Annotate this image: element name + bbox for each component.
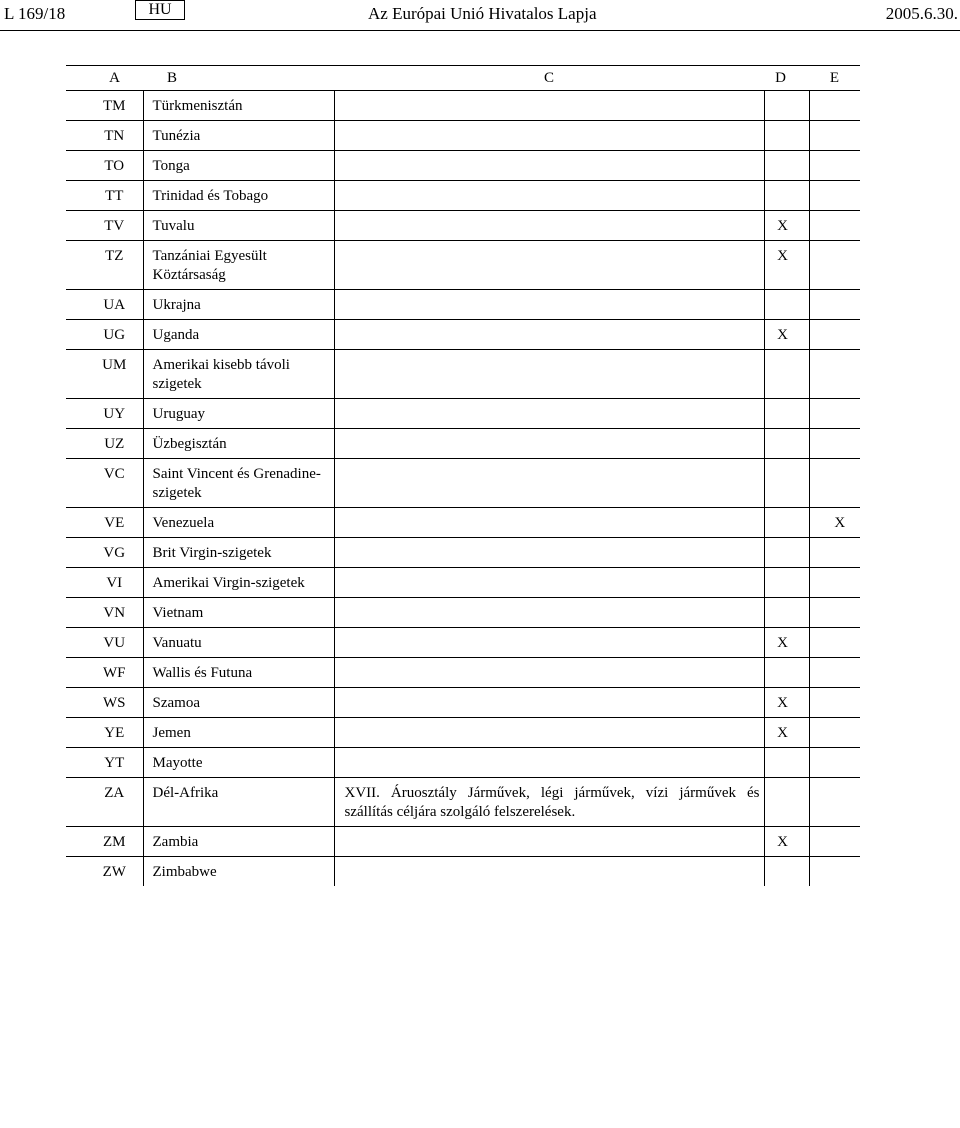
- goods-description: [334, 320, 764, 350]
- mark-d: X: [764, 688, 809, 718]
- country-code: WF: [66, 658, 143, 688]
- table-row: [66, 628, 860, 658]
- country-name: Vanuatu: [143, 628, 334, 658]
- country-code: ZA: [66, 778, 143, 827]
- goods-description: [334, 121, 764, 151]
- country-name: Zambia: [143, 827, 334, 857]
- table-header-row: [66, 66, 860, 91]
- country-code: VE: [66, 508, 143, 538]
- mark-e: [809, 778, 860, 827]
- mark-e: [809, 827, 860, 857]
- mark-d: [764, 658, 809, 688]
- mark-d: [764, 748, 809, 778]
- country-name: Szamoa: [143, 688, 334, 718]
- goods-description: [334, 508, 764, 538]
- table-row: [66, 748, 860, 778]
- goods-description: [334, 658, 764, 688]
- mark-d: X: [764, 718, 809, 748]
- country-code: YT: [66, 748, 143, 778]
- mark-d: [764, 459, 809, 508]
- mark-e: [809, 151, 860, 181]
- goods-description: [334, 628, 764, 658]
- mark-d: [764, 778, 809, 827]
- mark-d: X: [764, 628, 809, 658]
- table-row: [66, 688, 860, 718]
- mark-e: [809, 658, 860, 688]
- country-name: Trinidad és Tobago: [143, 181, 334, 211]
- table-body: [66, 91, 860, 887]
- column-header-b: B: [143, 66, 334, 91]
- country-name: Brit Virgin-szigetek: [143, 538, 334, 568]
- country-code: VG: [66, 538, 143, 568]
- table-row: [66, 778, 860, 827]
- mark-e: [809, 241, 860, 290]
- country-code: UA: [66, 290, 143, 320]
- country-name: Tonga: [143, 151, 334, 181]
- mark-e: [809, 211, 860, 241]
- goods-description: [334, 429, 764, 459]
- mark-e: [809, 459, 860, 508]
- table-row: [66, 241, 860, 290]
- goods-description: [334, 211, 764, 241]
- goods-description: [334, 151, 764, 181]
- goods-description: [334, 598, 764, 628]
- mark-d: X: [764, 241, 809, 290]
- country-code: ZW: [102, 864, 126, 880]
- country-code: TZ: [66, 241, 143, 290]
- mark-d: [764, 538, 809, 568]
- country-code: ZM: [66, 827, 143, 857]
- goods-description: [334, 857, 764, 887]
- table-row: [66, 181, 860, 211]
- table-row: [66, 399, 860, 429]
- goods-description: [334, 748, 764, 778]
- mark-e: [809, 320, 860, 350]
- country-table: [66, 65, 860, 886]
- publication-date: 2005.6.30.: [885, 4, 958, 23]
- mark-e: [809, 598, 860, 628]
- mark-e: [809, 181, 860, 211]
- goods-description: XVII. Áruosztály Járművek, légi járművek, vízi járművek és szállítás céljára szolgáló felszerelések.: [334, 778, 764, 827]
- mark-d: [764, 181, 809, 211]
- country-name: Tunézia: [143, 121, 334, 151]
- goods-description: [334, 718, 764, 748]
- mark-e: [809, 538, 860, 568]
- journal-title: Az Európai Unió Hivatalos Lapja: [368, 4, 597, 23]
- mark-d: [764, 151, 809, 181]
- table-row: [66, 459, 860, 508]
- country-name: Türkmenisztán: [143, 91, 334, 121]
- mark-d: [764, 857, 809, 887]
- table-row: [66, 320, 860, 350]
- country-code: UM: [66, 350, 143, 399]
- country-name: Venezuela: [143, 508, 334, 538]
- page-reference: L 169/18: [4, 4, 66, 23]
- country-code: TV: [66, 211, 143, 241]
- goods-description: [334, 399, 764, 429]
- country-code: TT: [66, 181, 143, 211]
- goods-description: [334, 181, 764, 211]
- goods-description: [334, 91, 764, 121]
- table-row: [66, 538, 860, 568]
- column-header-e: E: [809, 66, 860, 91]
- goods-description: [334, 538, 764, 568]
- mark-d: [764, 399, 809, 429]
- country-code: UZ: [66, 429, 143, 459]
- country-name: Uganda: [143, 320, 334, 350]
- mark-e: [809, 628, 860, 658]
- table-row: [66, 508, 860, 538]
- goods-description: [334, 350, 764, 399]
- goods-description: [334, 459, 764, 508]
- country-name: Amerikai kisebb távoli szigetek: [143, 350, 334, 399]
- table-row: [66, 350, 860, 399]
- page-header: [0, 0, 960, 31]
- table-row: [66, 290, 860, 320]
- country-code: TN: [66, 121, 143, 151]
- country-name: Wallis és Futuna: [143, 658, 334, 688]
- goods-description: [334, 688, 764, 718]
- country-name: Vietnam: [143, 598, 334, 628]
- country-code: VN: [66, 598, 143, 628]
- goods-description: [334, 568, 764, 598]
- table-row: [66, 568, 860, 598]
- table-row: [66, 121, 860, 151]
- mark-e: [809, 290, 860, 320]
- language-badge: HU: [135, 0, 185, 20]
- mark-d: X: [764, 320, 809, 350]
- table-row: [66, 151, 860, 181]
- mark-e: [809, 857, 860, 887]
- country-name: Zimbabwe: [143, 857, 334, 887]
- mark-d: [764, 91, 809, 121]
- mark-e: X: [809, 508, 860, 538]
- table-row: [66, 598, 860, 628]
- column-header-a: A: [66, 66, 143, 91]
- table-row: [66, 857, 860, 887]
- table-row: [66, 658, 860, 688]
- column-header-c: C: [334, 66, 764, 91]
- mark-d: X: [764, 827, 809, 857]
- mark-d: [764, 350, 809, 399]
- country-code: UG: [66, 320, 143, 350]
- mark-e: [809, 568, 860, 598]
- mark-e: [809, 688, 860, 718]
- country-code: VC: [66, 459, 143, 508]
- mark-e: [809, 399, 860, 429]
- mark-e: [809, 429, 860, 459]
- country-name: Saint Vincent és Grenadine-szigetek: [143, 459, 334, 508]
- table-row: [66, 718, 860, 748]
- country-name: Üzbegisztán: [143, 429, 334, 459]
- country-name: Uruguay: [143, 399, 334, 429]
- country-code: TM: [66, 91, 143, 121]
- table-row: [66, 91, 860, 121]
- country-code: TO: [66, 151, 143, 181]
- country-code: UY: [66, 399, 143, 429]
- table-row: [66, 827, 860, 857]
- mark-e: [809, 91, 860, 121]
- country-code: VI: [66, 568, 143, 598]
- mark-e: [809, 350, 860, 399]
- column-header-d: D: [764, 66, 809, 91]
- mark-d: [764, 121, 809, 151]
- country-code: VU: [66, 628, 143, 658]
- mark-d: [764, 429, 809, 459]
- country-name: Amerikai Virgin-szigetek: [143, 568, 334, 598]
- country-name: Ukrajna: [143, 290, 334, 320]
- table-row: [66, 429, 860, 459]
- country-code: YE: [66, 718, 143, 748]
- country-name: Mayotte: [143, 748, 334, 778]
- country-name: Dél-Afrika: [143, 778, 334, 827]
- goods-description: [334, 290, 764, 320]
- country-code: WS: [66, 688, 143, 718]
- mark-e: [809, 748, 860, 778]
- country-name: Jemen: [143, 718, 334, 748]
- mark-d: [764, 568, 809, 598]
- table-row: [66, 211, 860, 241]
- mark-e: [809, 718, 860, 748]
- goods-description: [334, 827, 764, 857]
- country-name: Tanzániai Egyesült Köztársaság: [143, 241, 334, 290]
- mark-d: X: [764, 211, 809, 241]
- goods-description: [334, 241, 764, 290]
- mark-d: [764, 508, 809, 538]
- mark-e: [809, 121, 860, 151]
- mark-d: [764, 598, 809, 628]
- country-name: Tuvalu: [143, 211, 334, 241]
- mark-d: [764, 290, 809, 320]
